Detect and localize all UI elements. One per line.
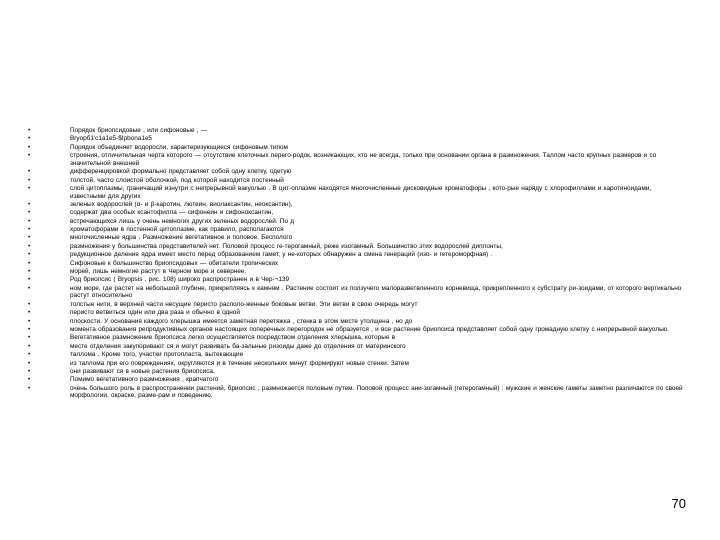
bullet-item: • Сифоновые к большинство бриопсидовых — обитатели тропических — [28, 260, 686, 268]
bullet-item: • встречающихся лишь у очень немногих других зеленых водорослей. По д — [28, 218, 686, 226]
bullet-item: • они развивают ся в новые растения бриопсиса. — [28, 368, 686, 376]
bullet-item: • морей, лишь немногие растут в Черном море и севернее. — [28, 268, 686, 276]
bullet-item: • Помимо вегетативного размножения , крапчатого — [28, 376, 686, 384]
bullet-item: • слой цитоплазмы, граничащий изнутри с непрерывной вакуолью . В цит-оплазме находятся многочисленные дисковидные хроматофоры , кото-рые наряду с хлорофиллами и каротиноидами, известными для других — [28, 185, 686, 200]
bullet-item: • месте отделения закупоривают ся и могут развивать ба-зальные ризоиды даже до отделения от материнского — [28, 343, 686, 351]
bullet-item: • ном море, где растет на небольшой глубине, прикрепляясь к камням . Растение состоит из ползучего малоразветвленного корневища, прикрепленного к субстрату ри-зоидами, от которого вертикально растут относительно — [28, 285, 686, 300]
bullet-list — [28, 127, 686, 401]
page-number: 70 — [671, 496, 686, 511]
bullet-item: • хроматофорами в постенной цитоплазме, как правило, располагаются — [28, 226, 686, 234]
bullet-item: • зеленых водорослей (α- и β-каротин, лютеин, виолаксантин, неоксантин), — [28, 201, 686, 209]
bullet-item: • толстой, часто слоистой оболочкой, под которой находится постенный — [28, 177, 686, 185]
bullet-item: • Род бриопсис ( Bryopsis , рис. 108) широко распространен и в Чер-¬139 — [28, 276, 686, 284]
bullet-item: • таллома . Кроме того, участки протопласта, вытекающие — [28, 351, 686, 359]
bullet-item: • содержат два особых ксантофилла — сифонеин и сифоноксантин, — [28, 209, 686, 217]
bullet-item: • из таллома при его повреждениях, округляются и в течение нескольких минут формируют новые стенки. Затем — [28, 360, 686, 368]
bullet-item: • многочисленные ядра . Размножение вегетативное и половое. Бесполого — [28, 234, 686, 242]
bullet-item: • дифференцировкой формально представляет собой одну клетку, одетую — [28, 168, 686, 176]
bullet-item: • перисто ветвиться один или два раза и обычно в одной — [28, 309, 686, 317]
bullet-item: • Bryopб1'с1a1е5-$Ipbona1e5 — [28, 135, 686, 143]
bullet-item: • плоскости. У основания каждого хлерышка имеется заметная перетяжка , стенка в этом месте утолщена , но до — [28, 318, 686, 326]
bullet-item: • момента образования репродуктивных органов настоящих поперечных перегородок не образуется , и все растение бриопсиса представляет собой одну громадную клетку с непрерывной вакуолью. — [28, 326, 686, 334]
bullet-item: • размножения у большинства представителей нет. Половой процесс ге-терогамный, реже изогамный. Большинство этих водорослей диплонты, — [28, 243, 686, 251]
bullet-item: • Вегетативное размножение бриопсиса легко осуществляется посредством отделения хлерышка, которые в — [28, 334, 686, 342]
bullet-item: • толстые нити, в верхней части несущие перисто располо-женные боковые ветви. Эти ветви в свою очередь могут — [28, 301, 686, 309]
bullet-item: • Порядок объединяет водоросли, характеризующиеся сифоновым типом — [28, 144, 686, 152]
bullet-item: • очень большого роль в распространении растений, бриопсис , размножается половым путем. Половой процесс ани-зогамный (гетерогамный) : мужские и женские гаметы заметно различаются по своей морфологии, окраске, разме-рам и поведению. — [28, 385, 686, 400]
bullet-item: • Порядок бриопсидовые , или сифоновые , — — [28, 127, 686, 135]
bullet-item: • строения, отличительная черта которого — отсутствие клеточных перего-родок, возникающих, кто не всегда, только при основании органа в размножения. Таллом часто крупных размеров и со значительной внешней — [28, 152, 686, 167]
bullet-item: • редукционное деление ядра имеет место перед образованием гамет, у не-которых обнаружен а смена генераций (изо- и гетероморфная) . — [28, 251, 686, 259]
